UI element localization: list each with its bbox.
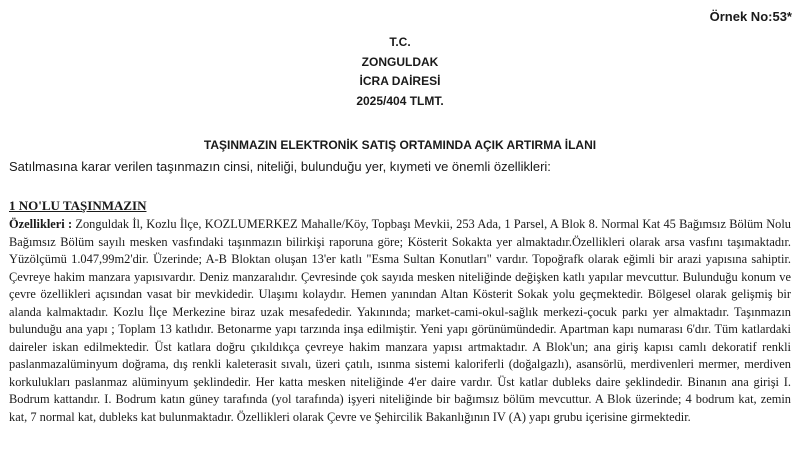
header-city: ZONGULDAK: [361, 54, 439, 69]
document-title: TAŞINMAZIN ELEKTRONİK SATIŞ ORTAMINDA AÇIK ARTIRMA İLANI: [203, 138, 597, 152]
property-description: [9, 216, 791, 426]
property-text: Zonguldak İl, Kozlu İlçe, KOZLUMERKEZ Mahalle/Köy, Topbaşı Mevkii, 253 Ada, 1 Parsel, A Blok 8. Normal Kat 45 Bağımsız Bölüm Nolu Bağımsız Bölüm sayılı mesken vasfındaki taşınmazın bilirkişi raporuna göre; Kösterit Sokakta yer almaktadır.Özellikleri olarak arsa vasfını taşımaktadır. Yüzölçümü 1.047,99m2'dir. Üzerinde; A-B Bloktan oluşan 13'er katlı "Esma Sultan Konutları" vardır. Topoğrafk olarak eğimli bir arazi yapısına sahiptir. Çevreye hakim manzara yapısıvardır. Deniz manzaralıdır. Çevresinde çok sayıda mesken niteliğinde değişken katlı yapılar mevcuttur. Bulunduğu konum ve çevre özellikleri açısından vasat bir mevkidedir. Ulaşımı kolaydır. Hemen yanından Altan Kösterit Sokak yolu geçmektedir. Bölgesel olarak gelişmiş bir alanda kalmaktadır. Kozlu İlçe Merkezine biraz uzak mesafededir. Yakınında; market-cami-okul-sağlık merkezi-çocuk parkı yer almaktadır. Taşınmazın bulunduğu ana yapı ; Toplam 13 katlıdır. Betonarme yapı tarzında inşa edilmiştir. Yeni yapı görünümündedir. Apartman kapı numarası 6'dır. Tüm katlardaki daireler iskan edilmektedir. Üst katlara doğru çıkıldıkça çevreye hakim manzara yapısı artmaktadır. A Blok'un; ana giriş kapısı camlı dekoratif renkli paslanmazalüminyum doğrama, dış renkli kaleterasit sıvalı, üzeri çatılı, ısınma sistemi kaloriferli (doğalgazlı), asansörlü, merdivenleri mermer, merdiven korkulukları paslanmaz alüminyum şeklindedir. Her katta mesken niteliğinde 4'er daire vardır. Üst katlar dubleks daire şeklindedir. Binanın ana girişi I. Bodrum kattandır. I. Bodrum katın güney tarafında (yol tarafında) işyeri niteliğinde bir bağımsız bölüm mevcuttur. A Blok üzerinde; 4 bodrum kat, zemin kat, 7 normal kat, dubleks kat bulunmaktadır. Özellikleri olarak Çevre ve Şehircilik Bakanlığının IV (A) yapı grubu içerisine girmektedir.: [9, 217, 791, 424]
example-number-label: Örnek No:53*: [709, 9, 792, 24]
property-label: Özellikleri :: [9, 217, 73, 231]
header-office: İCRA DAİRESİ: [359, 74, 441, 88]
property-heading: 1 NO'LU TAŞINMAZIN: [9, 198, 147, 213]
intro-text: Satılmasına karar verilen taşınmazın cinsi, niteliği, bulunduğu yer, kıymeti ve önemli özellikleri:: [9, 159, 551, 174]
header-file-number: 2025/404 TLMT.: [356, 93, 444, 108]
header-country: T.C.: [389, 35, 411, 49]
document-header: [0, 33, 800, 111]
